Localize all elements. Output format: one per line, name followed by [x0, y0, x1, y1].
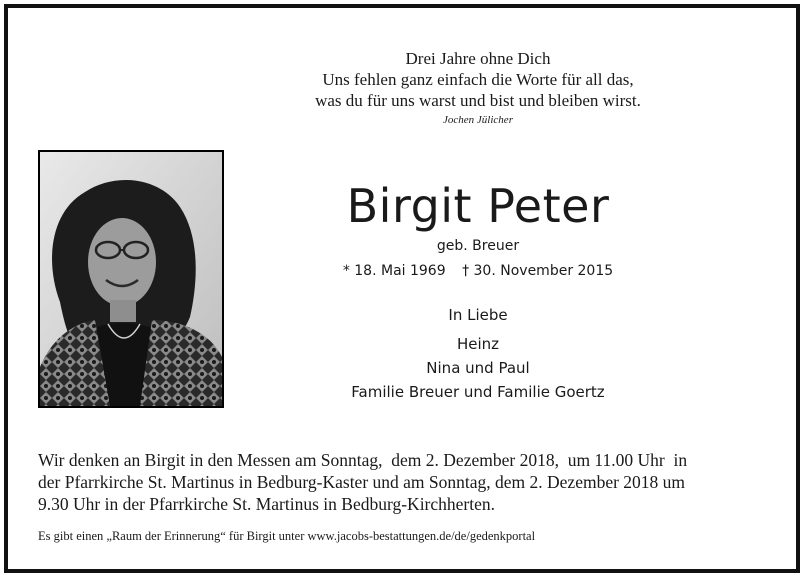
life-dates — [308, 261, 648, 281]
service-line: Wir denken an Birgit in den Messen am Sonntag, dem 2. Dezember 2018, um 11.00 Uhr in — [38, 450, 688, 470]
deceased-name: Birgit Peter — [346, 179, 610, 233]
poem-author: Jochen Jülicher — [443, 114, 513, 126]
poem-line: was du für uns warst und bist und bleiben wirst. — [315, 91, 641, 110]
portrait-image — [40, 152, 222, 406]
poem-line: Uns fehlen ganz einfach die Worte für all das, — [322, 70, 634, 89]
service-line: der Pfarrkirche St. Martinus in Bedburg-Kaster und am Sonntag, dem 2. Dezember 2018 um — [38, 472, 686, 492]
mourners-block — [308, 304, 648, 404]
memorial-poem — [238, 48, 718, 128]
memorial-portal-note: Es gibt einen „Raum der Erinnerung“ für Birgit unter www.jacobs-bestattungen.de/de/gedenkportal — [38, 529, 536, 543]
mourner-name: Heinz — [456, 335, 500, 353]
death-date: † 30. November 2015 — [462, 263, 614, 279]
birth-date: * 18. Mai 1969 — [342, 263, 446, 279]
mourners-heading: In Liebe — [448, 306, 508, 324]
memorial-service-text — [38, 449, 788, 515]
portrait-photo — [38, 150, 224, 408]
mourner-name: Nina und Paul — [426, 359, 530, 377]
obituary-frame — [4, 4, 800, 573]
service-line: 9.30 Uhr in der Pfarrkirche St. Martinus in Bedburg-Kirchherten. — [38, 494, 495, 514]
birth-name: geb. Breuer — [436, 238, 520, 254]
poem-line: Drei Jahre ohne Dich — [405, 49, 551, 68]
mourner-name: Familie Breuer und Familie Goertz — [351, 383, 605, 401]
